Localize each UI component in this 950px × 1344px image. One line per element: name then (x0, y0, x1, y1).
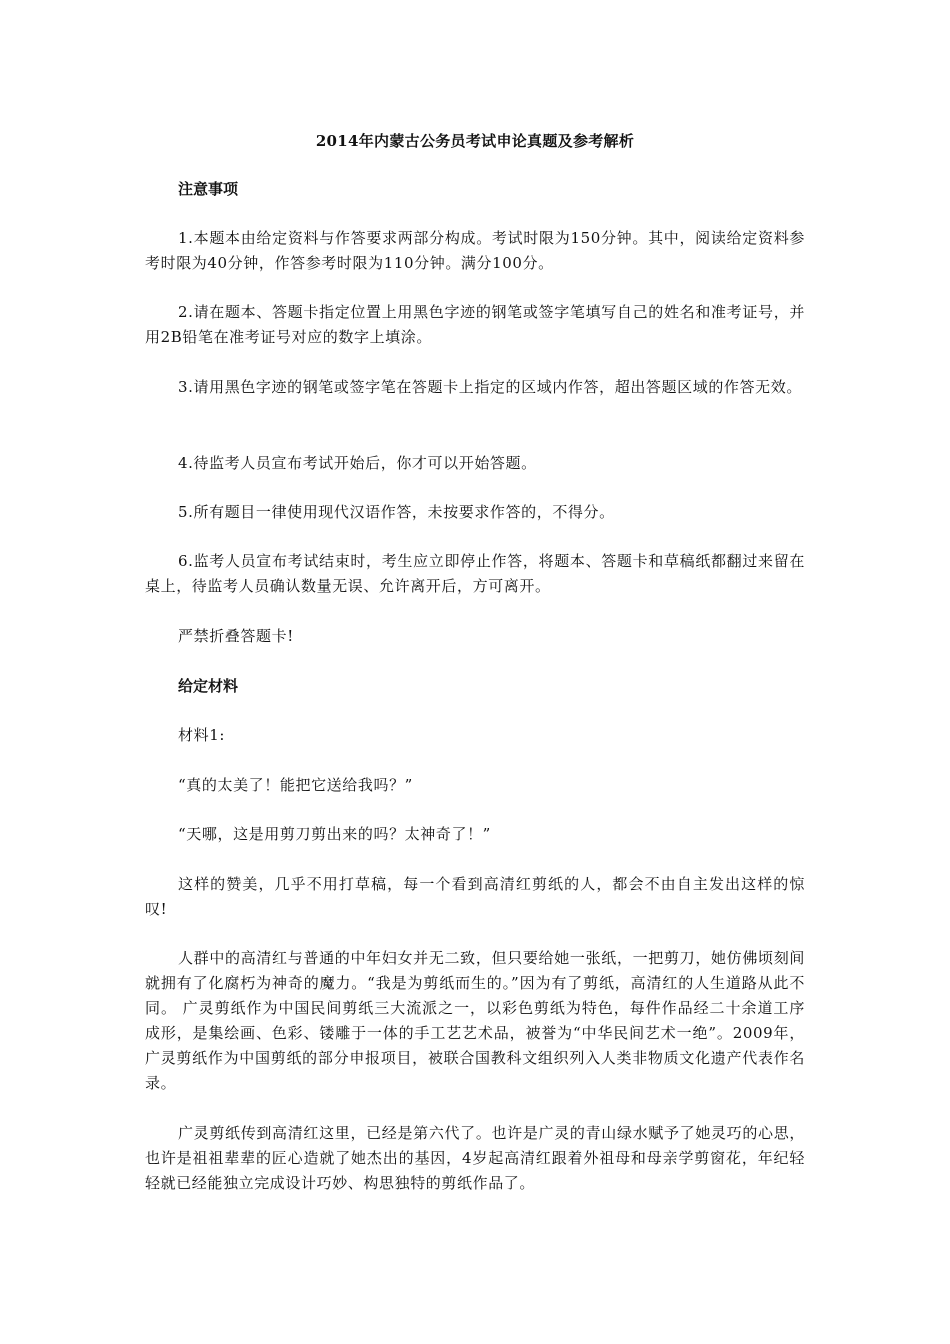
notice-item-3: 3.请用黑色字迹的钢笔或签字笔在答题卡上指定的区域内作答，超出答题区域的作答无效。 (178, 378, 802, 396)
notice-heading: 注意事项 (178, 180, 239, 198)
notice-item-2: 2.请在题本、答题卡指定位置上用黑色字迹的钢笔或签字笔填写自己的姓名和准考证号，并用2B铅笔在准考证号对应的数字上填涂。 (145, 303, 805, 346)
material-heading: 给定材料 (178, 677, 239, 695)
material-paragraph-2: 人群中的高清红与普通的中年妇女并无二致，但只要给她一张纸，一把剪刀，她仿佛顷刻间就拥有了化腐朽为神奇的魔力。“我是为剪纸而生的。”因为有了剪纸，高清红的人生道路从此不同。 广灵剪纸作为中国民间剪纸三大流派之一，以彩色剪纸为特色，每件作品经二十余道工序成形，是集绘画、色彩、镂雕于一体的手工艺艺术品，被誉为“中华民间艺术一绝”。2009年，广灵剪纸作为中国剪纸的部分申报项目，被联合国教科文组织列入人类非物质文化遗产代表作名录。 (145, 949, 805, 1092)
material-paragraph-3: 广灵剪纸传到高清红这里，已经是第六代了。也许是广灵的青山绿水赋予了她灵巧的心思，也许是祖祖辈辈的匠心造就了她杰出的基因，4岁起高清红跟着外祖母和母亲学剪窗花，年纪轻轻就已经能独立完成设计巧妙、构思独特的剪纸作品了。 (145, 1124, 805, 1192)
warning-text: 严禁折叠答题卡! (178, 627, 294, 645)
quote-2: “天哪，这是用剪刀剪出来的吗？太神奇了！” (178, 825, 491, 843)
material-label: 材料1: (178, 726, 225, 744)
notice-item-6: 6.监考人员宣布考试结束时，考生应立即停止作答，将题本、答题卡和草稿纸都翻过来留在桌上，待监考人员确认数量无误、允许离开后，方可离开。 (145, 552, 805, 595)
notice-item-5: 5.所有题目一律使用现代汉语作答，未按要求作答的，不得分。 (178, 503, 615, 521)
page-title: 2014年内蒙古公务员考试申论真题及参考解析 (315, 132, 635, 150)
quote-1: “真的太美了！能把它送给我吗？” (178, 776, 413, 794)
material-paragraph-1: 这样的赞美，几乎不用打草稿，每一个看到高清红剪纸的人，都会不由自主发出这样的惊叹! (145, 875, 805, 918)
notice-item-1: 1.本题本由给定资料与作答要求两部分构成。考试时限为150分钟。其中，阅读给定资料参考时限为40分钟，作答参考时限为110分钟。满分100分。 (145, 229, 805, 272)
notice-item-4: 4.待监考人员宣布考试开始后，你才可以开始答题。 (178, 454, 537, 472)
